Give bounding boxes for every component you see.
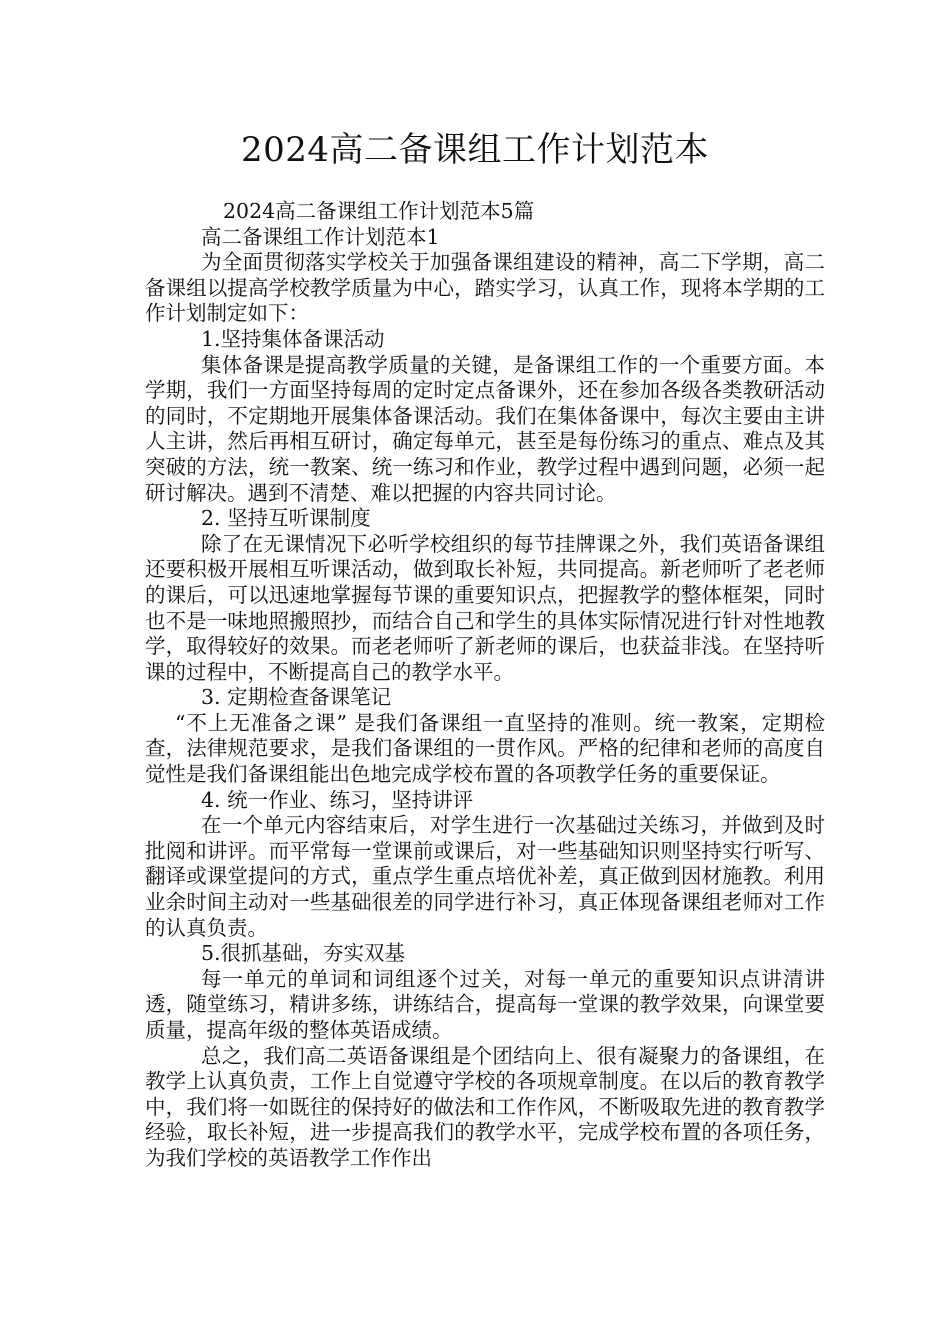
- item-heading-3: 3. 定期检查备课笔记: [201, 685, 392, 710]
- document-body: [145, 199, 825, 1172]
- document-subtitle: 2024高二备课组工作计划范本5篇: [223, 199, 535, 223]
- intro-paragraph: 为全面贯彻落实学校关于加强备课组建设的精神，高二下学期，高二备课组以提高学校教学质量为中心，踏实学习，认真工作，现将本学期的工作计划制定如下：: [145, 250, 825, 326]
- item-heading-2: 2. 坚持互听课制度: [201, 506, 371, 531]
- item-paragraph-3: “不上无准备之课” 是我们备课组一直坚持的准则。统一教案，定期检查，法律规范要求，是我们备课组的一贯作风。严格的纪律和老师的高度自觉性是我们备课组能出色地完成学校布置的各项教学任务的重要保证。: [145, 710, 825, 787]
- item-paragraph-4: 在一个单元内容结束后，对学生进行一次基础过关练习，并做到及时批阅和讲评。而平常每一堂课前或课后，对一些基础知识则坚持实行听写、翻译或课堂提问的方式，重点学生重点培优补差，真正做到因材施教。利用业余时间主动对一些基础很差的同学进行补习，真正体现备课组老师对工作的认真负责。: [145, 813, 825, 940]
- document-title: 2024高二备课组工作计划范本: [240, 130, 710, 170]
- item-paragraph-1: 集体备课是提高教学质量的关键，是备课组工作的一个重要方面。本学期，我们一方面坚持每周的定时定点备课外，还在参加各级各类教研活动的同时，不定期地开展集体备课活动。我们在集体备课中，每次主要由主讲人主讲，然后再相互研讨，确定每单元，甚至是每份练习的重点、难点及其突破的方法，统一教案、统一练习和作业，教学过程中遇到问题，必须一起研讨解决。遇到不清楚、难以把握的内容共同讨论。: [145, 352, 825, 505]
- item-paragraph-2: 除了在无课情况下必听学校组织的每节挂牌课之外，我们英语备课组还要积极开展相互听课活动，做到取长补短，共同提高。新老师听了老老师的课后，可以迅速地掌握每节课的重要知识点，把握教学的整体框架，同时也不是一味地照搬照抄，而结合自己和学生的具体实际情况进行针对性地教学，取得较好的效果。而老老师听了新老师的课后，也获益非浅。在坚持听课的过程中，不断提高自己的教学水平。: [145, 531, 825, 684]
- item-heading-1: 1.坚持集体备课活动: [201, 326, 385, 351]
- section-heading: 高二备课组工作计划范本1: [201, 224, 440, 249]
- item-heading-5: 5.很抓基础，夯实双基: [201, 941, 406, 966]
- item-paragraph-5: 每一单元的单词和词组逐个过关，对每一单元的重要知识点讲清讲透，随堂练习，精讲多练，讲练结合，提高每一堂课的教学效果，向课堂要质量，提高年级的整体英语成绩。: [145, 966, 825, 1042]
- item-heading-4: 4. 统一作业、练习，坚持讲评: [201, 787, 474, 812]
- conclusion-paragraph: 总之，我们高二英语备课组是个团结向上、很有凝聚力的备课组，在教学上认真负责，工作上自觉遵守学校的各项规章制度。在以后的教育教学中，我们将一如既往的保持好的做法和工作作风，不断吸取先进的教育教学经验，取长补短，进一步提高我们的教学水平，完成学校布置的各项任务，为我们学校的英语教学工作作出: [145, 1043, 825, 1170]
